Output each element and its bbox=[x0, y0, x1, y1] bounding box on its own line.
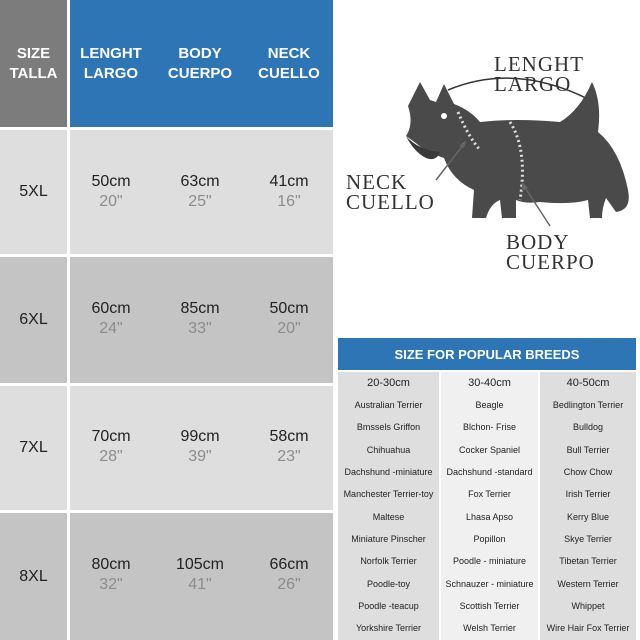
breed-column bbox=[441, 372, 538, 640]
length-header-en: LENGHT bbox=[80, 45, 142, 62]
list-item: Kerry Blue bbox=[566, 511, 610, 522]
body-cell bbox=[155, 555, 245, 595]
list-item: Welsh Terrier bbox=[463, 623, 516, 634]
neck-cell bbox=[244, 427, 334, 467]
body-header-es: CUERPO bbox=[167, 65, 233, 82]
length-cell bbox=[66, 555, 156, 595]
size-cell bbox=[0, 513, 67, 640]
length-cm: 50cm bbox=[91, 173, 131, 190]
neck-cell bbox=[244, 299, 334, 339]
neck-cell bbox=[244, 555, 334, 595]
list-item: Wire Hair Fox Terrier bbox=[546, 623, 630, 634]
column-divider bbox=[333, 0, 336, 640]
list-item: Chow Chow bbox=[563, 467, 613, 478]
body-in: 25" bbox=[188, 193, 212, 210]
neck-header-en: NECK bbox=[267, 45, 311, 62]
body-in: 41" bbox=[188, 576, 212, 593]
list-item: Scottish Terrier bbox=[459, 600, 520, 611]
body-cell bbox=[155, 299, 245, 339]
size-cell bbox=[0, 386, 67, 510]
popular-breeds-table bbox=[338, 338, 636, 640]
length-cell bbox=[66, 299, 156, 339]
breed-range: 20-30cm bbox=[367, 377, 410, 389]
breed-range: 30-40cm bbox=[468, 377, 511, 389]
size-cell bbox=[0, 130, 67, 254]
length-cell bbox=[66, 172, 156, 212]
list-item: Irish Terrier bbox=[565, 489, 611, 500]
body-in: 33" bbox=[188, 320, 212, 337]
length-cm: 60cm bbox=[91, 300, 131, 317]
body-label-en: BODY bbox=[506, 230, 570, 254]
body-in: 39" bbox=[188, 448, 212, 465]
neck-cm: 66cm bbox=[269, 556, 309, 573]
table-row bbox=[70, 513, 333, 640]
breeds-title: SIZE FOR POPULAR BREEDS bbox=[338, 338, 636, 370]
size-column bbox=[0, 0, 67, 640]
size-header bbox=[0, 0, 67, 127]
measurement-header bbox=[70, 0, 333, 127]
list-item: Bull Terrier bbox=[566, 444, 610, 455]
list-item: Yorkshire Terrier bbox=[355, 623, 422, 634]
body-cell bbox=[155, 172, 245, 212]
list-item: Bulldog bbox=[572, 422, 604, 433]
breed-range: 40-50cm bbox=[566, 377, 610, 389]
list-item: Dachshund -miniature bbox=[344, 467, 433, 478]
size-header-en: SIZE bbox=[16, 44, 51, 62]
list-item: Australian Terrier bbox=[354, 400, 423, 411]
list-item: Fox Terrier bbox=[468, 489, 511, 500]
list-item: Manchester Terrier-toy bbox=[343, 489, 434, 500]
list-item: Chihuahua bbox=[366, 444, 411, 455]
length-in: 24" bbox=[99, 320, 123, 337]
length-header bbox=[66, 44, 156, 84]
list-item: Dachshund -standard bbox=[446, 467, 533, 478]
body-header bbox=[155, 44, 245, 84]
body-label-es: CUERPO bbox=[506, 250, 595, 274]
size-value: 6XL bbox=[19, 311, 48, 328]
table-row bbox=[70, 130, 333, 254]
measurement-diagram bbox=[340, 40, 640, 290]
length-label-en: LENGHT bbox=[494, 52, 584, 76]
list-item: Maltese bbox=[372, 511, 405, 522]
neck-in: 23" bbox=[277, 448, 301, 465]
length-in: 28" bbox=[99, 448, 123, 465]
neck-cm: 50cm bbox=[269, 300, 309, 317]
body-cm: 63cm bbox=[180, 173, 220, 190]
list-item: Poodle-toy bbox=[366, 578, 411, 589]
list-item: Popillon bbox=[473, 533, 506, 544]
length-header-es: LARGO bbox=[83, 65, 139, 82]
neck-label-en: NECK bbox=[346, 170, 408, 194]
list-item: Poodle - miniature bbox=[452, 556, 527, 567]
list-item: Cocker Spaniel bbox=[458, 444, 521, 455]
length-label-es: LARGO bbox=[494, 72, 572, 96]
column-divider bbox=[67, 0, 70, 640]
size-value: 5XL bbox=[19, 183, 48, 200]
table-row bbox=[70, 257, 333, 383]
list-item: Poodle -teacup bbox=[358, 600, 419, 611]
body-cm: 99cm bbox=[180, 428, 220, 445]
size-header-es: TALLA bbox=[9, 64, 58, 82]
list-item: Blchon- Frise bbox=[462, 422, 516, 433]
neck-in: 20" bbox=[277, 320, 301, 337]
list-item: Schnauzer - miniature bbox=[445, 578, 534, 589]
list-item: Miniature Pinscher bbox=[351, 533, 426, 544]
neck-cm: 58cm bbox=[269, 428, 309, 445]
list-item: Bedlington Terrier bbox=[552, 400, 624, 411]
length-cell bbox=[66, 427, 156, 467]
length-cm: 80cm bbox=[91, 556, 131, 573]
list-item: Beagle bbox=[475, 400, 504, 411]
neck-in: 26" bbox=[277, 576, 301, 593]
length-label bbox=[494, 54, 584, 94]
size-value: 7XL bbox=[19, 439, 48, 456]
length-in: 20" bbox=[99, 193, 123, 210]
neck-cm: 41cm bbox=[269, 173, 309, 190]
list-item: Skye Terrier bbox=[564, 533, 612, 544]
body-cm: 85cm bbox=[180, 300, 220, 317]
body-label bbox=[506, 232, 595, 272]
list-item: Tibetan Terrier bbox=[559, 556, 617, 567]
length-cm: 70cm bbox=[91, 428, 131, 445]
body-cm: 105cm bbox=[175, 556, 225, 573]
list-item: Lhasa Apso bbox=[465, 511, 514, 522]
list-item: Bmssels Griffon bbox=[356, 422, 421, 433]
list-item: Whippet bbox=[571, 600, 605, 611]
length-in: 32" bbox=[99, 576, 123, 593]
scottish-terrier-icon bbox=[340, 40, 640, 290]
body-header-en: BODY bbox=[178, 45, 222, 62]
table-row bbox=[70, 386, 333, 510]
size-cell bbox=[0, 257, 67, 383]
list-item: Western Terrier bbox=[557, 578, 619, 589]
neck-cell bbox=[244, 172, 334, 212]
neck-label-es: CUELLO bbox=[346, 190, 435, 214]
list-item: Norfolk Terrier bbox=[360, 556, 417, 567]
size-value: 8XL bbox=[19, 567, 48, 585]
neck-label bbox=[346, 172, 435, 212]
neck-in: 16" bbox=[277, 193, 301, 210]
neck-header bbox=[244, 44, 334, 84]
breed-column bbox=[338, 372, 439, 640]
neck-header-es: CUELLO bbox=[258, 65, 320, 82]
breed-column bbox=[540, 372, 636, 640]
body-cell bbox=[155, 427, 245, 467]
